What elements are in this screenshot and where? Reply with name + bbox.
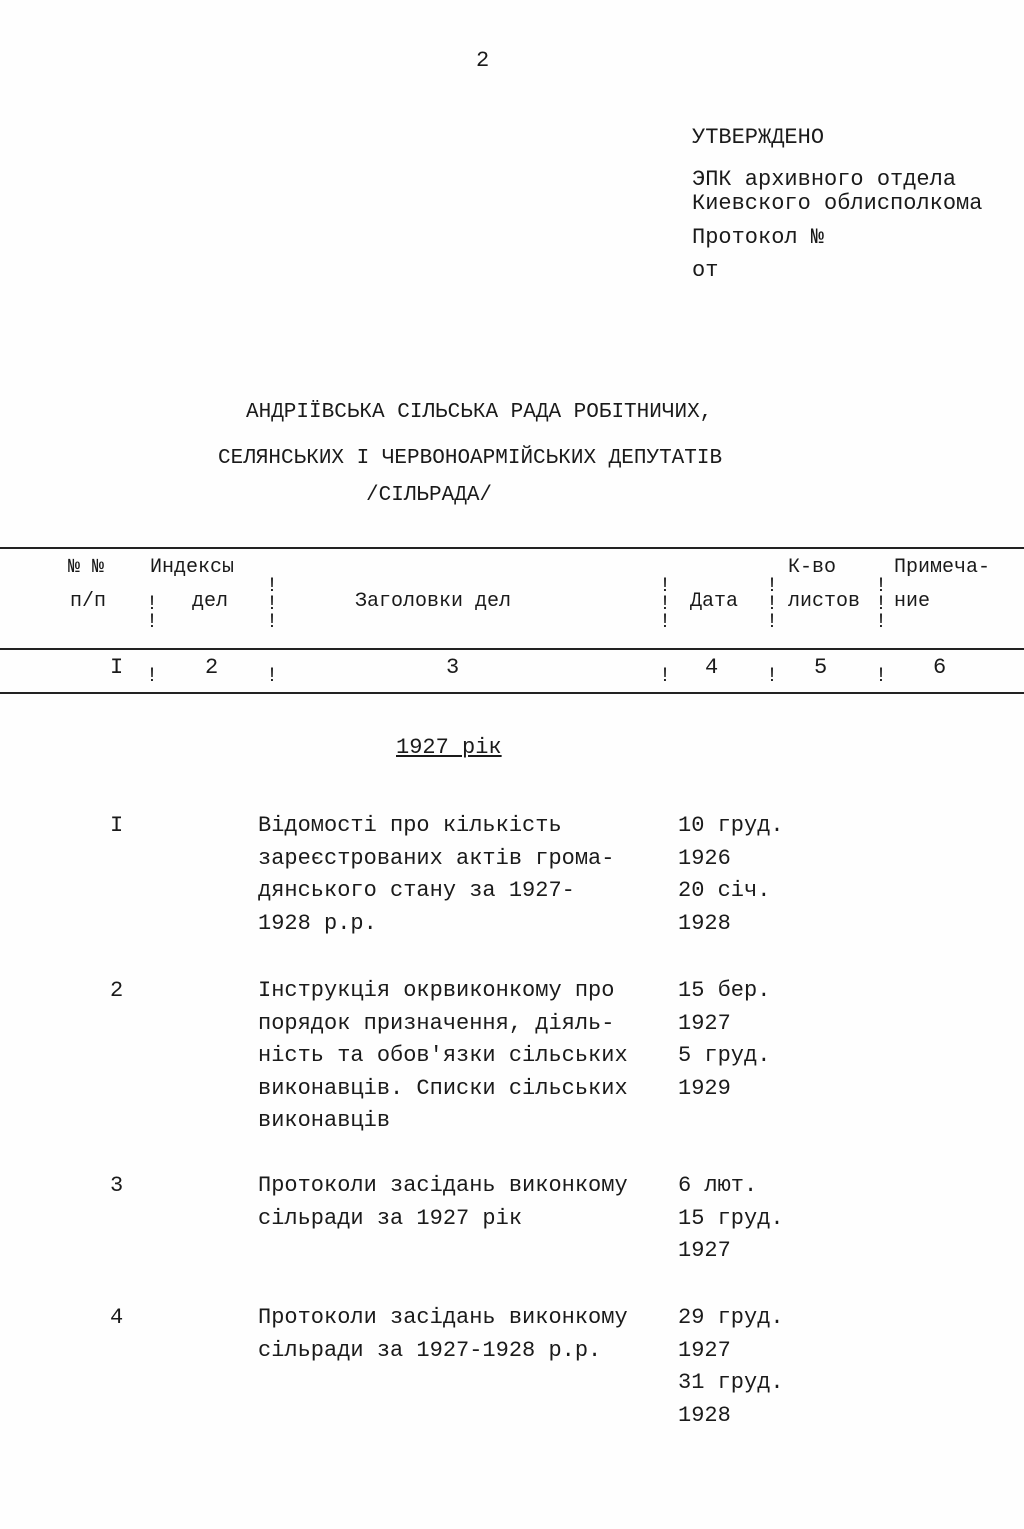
column-number: 5 — [814, 655, 828, 680]
entry-date-line: 1927 — [678, 1337, 731, 1363]
column-separator-mark: ! — [766, 611, 779, 634]
entry-title-line: Інструкція окрвиконкому про — [258, 978, 615, 1003]
heading-line: АНДРІЇВСЬКА СІЛЬСЬКА РАДА РОБІТНИЧИХ, — [246, 401, 713, 424]
column-separator-mark: ! — [875, 575, 888, 598]
entry-date-line: 6 лют. — [678, 1173, 758, 1198]
column-separator-mark: ! — [266, 611, 279, 634]
header-index: Индексы — [150, 556, 235, 579]
entry-title-line: порядок призначення, діяль- — [258, 1010, 615, 1036]
approval-line: ЭПК архивного отдела — [692, 167, 957, 192]
entry-date-line: 20 січ. — [678, 878, 771, 903]
header-num: п/п — [70, 590, 107, 613]
entry-title-line: сільради за 1927 рік — [258, 1205, 523, 1231]
entry-title-line: Відомості про кількість — [258, 813, 562, 838]
approval-date: от — [692, 258, 719, 283]
approval-title: УТВЕРЖДЕНО — [692, 125, 825, 150]
header-sheets: К-во — [788, 556, 837, 579]
entry-date-line: 1926 — [678, 845, 731, 871]
column-separator-mark: ! — [766, 593, 779, 616]
column-separator-mark: ! — [659, 575, 672, 598]
column-separator-mark: ! — [875, 611, 888, 634]
entry-date-line: 1928 — [678, 1402, 731, 1428]
entry-title-line: Протоколи засідань виконкому — [258, 1305, 628, 1330]
column-number: 6 — [933, 655, 947, 680]
entry-date-line: 31 груд. — [678, 1370, 784, 1395]
column-separator-mark: ! — [146, 665, 159, 688]
column-separator-mark: ! — [875, 593, 888, 616]
entry-title-line: виконавців — [258, 1108, 391, 1133]
entry-date-line: 1927 — [678, 1010, 731, 1036]
entry-date-line: 15 груд. — [678, 1205, 784, 1231]
entry-date-line: 5 груд. — [678, 1043, 771, 1068]
header-note: ние — [894, 590, 931, 613]
entry-date-line: 1929 — [678, 1075, 731, 1101]
column-separator-mark: ! — [875, 665, 888, 688]
column-number: 4 — [705, 655, 719, 680]
column-number: 2 — [205, 655, 219, 680]
column-separator-mark: ! — [146, 593, 159, 616]
entry-number: 2 — [110, 978, 124, 1003]
header-index: дел — [192, 590, 229, 613]
divider — [0, 648, 1024, 650]
heading-line: /СІЛЬРАДА/ — [366, 484, 493, 507]
column-separator-mark: ! — [266, 593, 279, 616]
column-separator-mark: ! — [659, 611, 672, 634]
entry-date-line: 10 груд. — [678, 813, 784, 838]
entry-date-line: 29 груд. — [678, 1305, 784, 1330]
entry-number: 3 — [110, 1173, 124, 1198]
entry-title-line: зареєстрованих актів грома- — [258, 845, 615, 871]
column-separator-mark: ! — [766, 665, 779, 688]
column-number: I — [110, 655, 124, 680]
entry-number: 4 — [110, 1305, 124, 1330]
entry-date-line: 1928 — [678, 910, 731, 936]
header-note: Примеча- — [894, 556, 991, 579]
approval-line: Киевского облисполкома — [692, 191, 983, 216]
column-separator-mark: ! — [659, 665, 672, 688]
heading-line: СЕЛЯНСЬКИХ І ЧЕРВОНОАРМІЙСЬКИХ ДЕПУТАТІВ — [218, 447, 723, 470]
entry-title-line: 1928 р.р. — [258, 910, 377, 936]
entry-title-line: сільради за 1927-1928 р.р. — [258, 1337, 602, 1363]
header-title: Заголовки дел — [355, 590, 512, 613]
entry-title-line: ність та обов'язки сільських — [258, 1043, 628, 1068]
approval-protocol: Протокол № — [692, 225, 825, 250]
header-num: № № — [68, 556, 105, 579]
column-separator-mark: ! — [146, 611, 159, 634]
entry-title-line: Протоколи засідань виконкому — [258, 1173, 628, 1198]
page-number: 2 — [476, 48, 490, 73]
entry-title-line: виконавців. Списки сільських — [258, 1075, 628, 1101]
column-separator-mark: ! — [266, 575, 279, 598]
column-separator-mark: ! — [266, 665, 279, 688]
entry-date-line: 1927 — [678, 1238, 731, 1263]
divider — [0, 692, 1024, 694]
column-separator-mark: ! — [659, 593, 672, 616]
column-separator-mark: ! — [766, 575, 779, 598]
entry-title-line: дянського стану за 1927- — [258, 878, 575, 903]
entry-number: I — [110, 813, 124, 838]
section-title: 1927 рік — [396, 735, 502, 760]
header-date: Дата — [690, 590, 739, 613]
column-number: 3 — [446, 655, 460, 680]
divider — [0, 547, 1024, 549]
header-sheets: листов — [788, 590, 861, 613]
entry-date-line: 15 бер. — [678, 978, 771, 1003]
